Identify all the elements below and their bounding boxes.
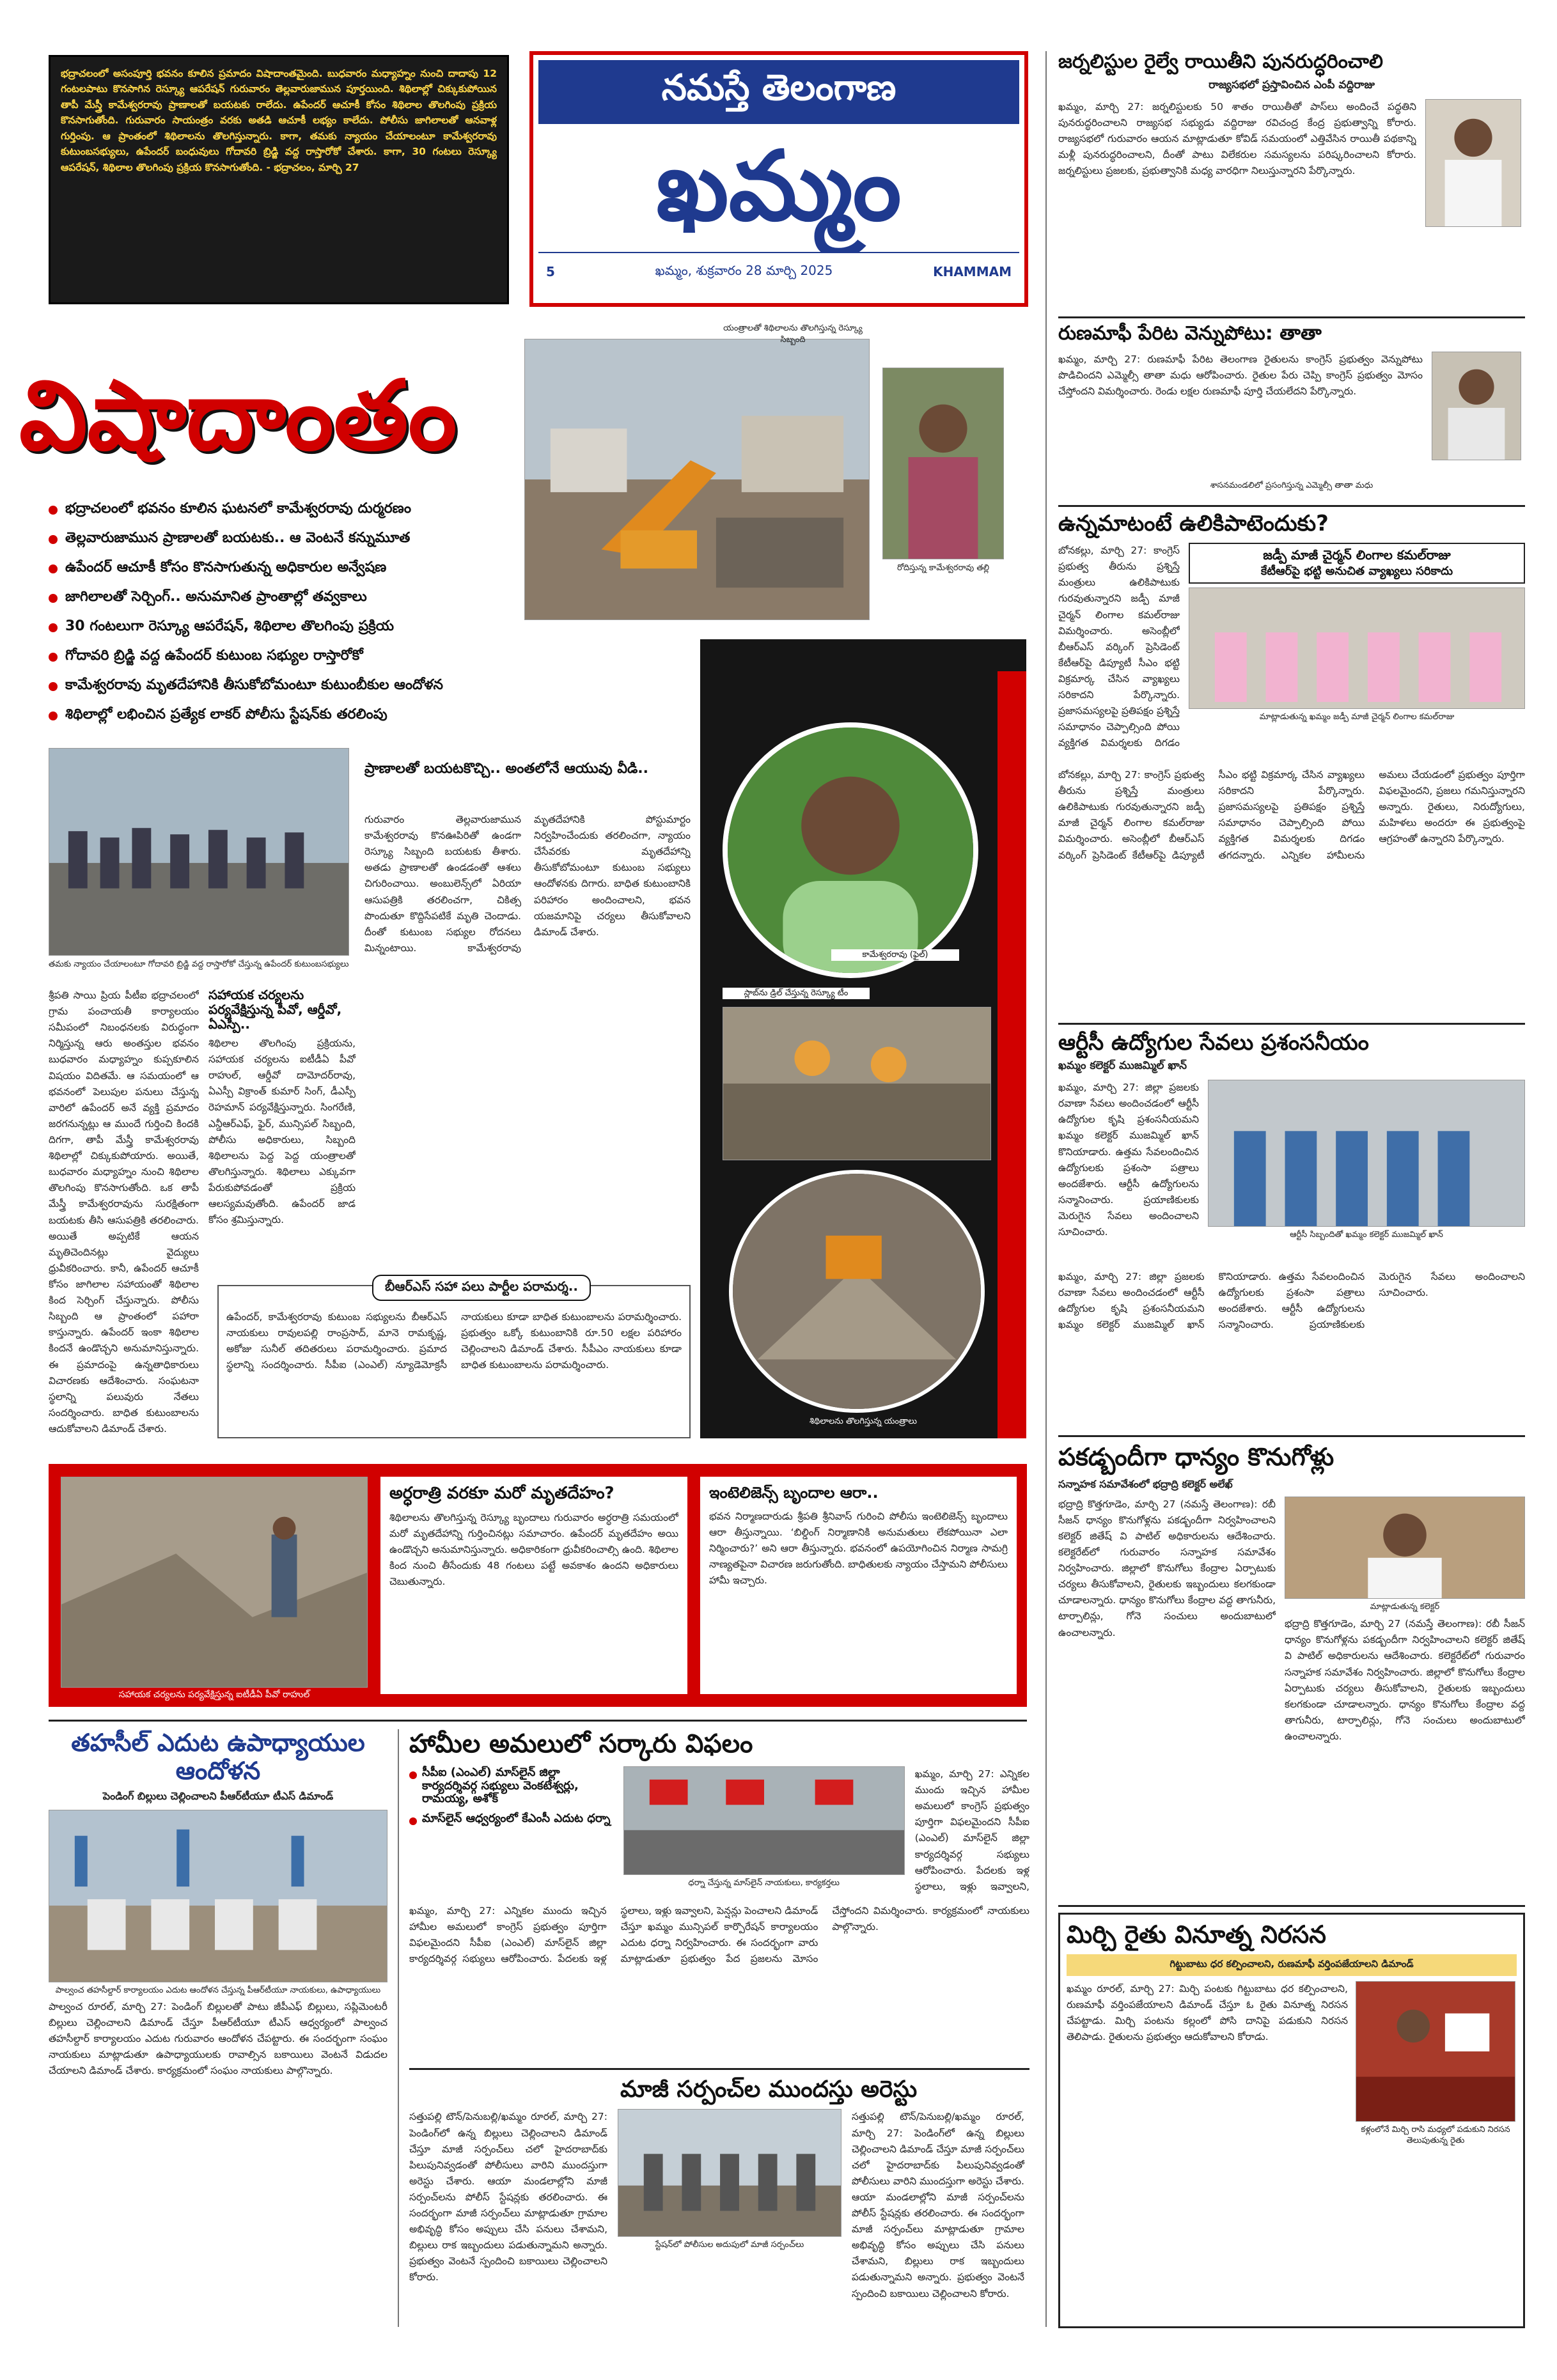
brs-headline: బీఆర్‌ఎస్ సహా పలు పార్టీల పరామర్శ..: [372, 1275, 591, 1301]
bullet-item: భద్రాచలంలో భవనం కూలిన ఘటనలో కామేశ్వరరావు దుర్మరణం: [49, 495, 535, 525]
right-divider: [1045, 51, 1047, 2327]
b1-text: పాల్వంచ రూరల్, మార్చి 27: పెండింగ్ బిల్లులతో పాటు జీపీఎఫ్ బిల్లులు, సప్లిమెంటరీ బిల్లులు చెల్లించాలని డిమాండ్ చేస్తూ పీఆర్‌టీయూ టీఎస్ ఆధ్వర్యంలో పాల్వంచ తహసీల్దార్ కార్యాలయం ఎదుట గురువారం ఆందోళన చేపట్టారు. ఈ సందర్భంగా సంఘం నాయకులు మాట్లాడుతూ ఉపాధ్యాయులకు రావాల్సిన బకాయిలు వెంటనే విడుదల చేయాలని డిమాండ్ చేశారు. కార్యక్రమంలో సంఘం నాయకులు పాల్గొన్నారు.: [49, 2000, 387, 2077]
b2-caption: ధర్నా చేస్తున్న మాస్‌లైన్ నాయకులు, కార్యకర్తలు: [688, 1878, 840, 1888]
a2-caption: శాసనమండలిలో ప్రసంగిస్తున్న ఎమ్మెల్సీ తాతా మధు: [1210, 480, 1373, 490]
a6-subhead-band: [1067, 1954, 1517, 1976]
rule-bottom: [49, 1720, 1027, 1722]
a3-box-title: జడ్పీ మాజీ చైర్మన్ లింగాల కమల్‌రాజు: [1263, 547, 1451, 563]
mid-text-1: శిథిలాలను తొలగిస్తున్న రెస్క్యూ బృందాలు గురువారం అర్ధరాత్రి సమయంలో మరో మృతదేహాన్ని గుర్తించినట్లు సమాచారం. ఉపేందర్ మృతదేహం అయి ఉండొచ్చని అనుమానిస్తున్నారు. అధికారికంగా ధ్రువీకరించాల్సి ఉంది. శిథిలాల కింద నుంచి తీసేందుకు 48 గంటలు పట్టే అవకాశం ఉందని అధికారులు చెబుతున్నారు.: [389, 1511, 678, 1588]
caption-mother: రోదిస్తున్న కామేశ్వరరావు తల్లి: [897, 563, 989, 573]
edition-en: KHAMMAM: [933, 264, 1012, 279]
brs-box: [217, 1279, 691, 1438]
intro-box: [49, 55, 509, 304]
a3-headline: ఉన్నమాటంటే ఉలికిపాటెందుకు?: [1058, 511, 1329, 536]
b2-text-side: ఖమ్మం, మార్చి 27: ఎన్నికల ముందు ఇచ్చిన హామీల అమలులో కాంగ్రెస్ ప్రభుత్వం పూర్తిగా విఫలమైందని సీపీఐ (ఎంఎల్) మాస్‌లైన్ జిల్లా కార్యదర్శివర్గ సభ్యులు ఆరోపించారు. పేదలకు ఇళ్ల స్థలాలు, ఇళ్లు ఇవ్వాలని,: [914, 1768, 1029, 1892]
b3-text: సత్తుపల్లి టౌన్/పెనుబల్లి/ఖమ్మం రూరల్, మార్చి 27: పెండింగ్‌లో ఉన్న బిల్లులు చెల్లించాలని డిమాండ్ చేస్తూ మాజీ సర్పంచ్‌లు చలో హైదరాబాద్‌కు పిలుపునివ్వడంతో పోలీసులు వారిని ముందస్తుగా అరెస్టు చేశారు. ఆయా మండలాల్లోని మాజీ సర్పంచ్‌లను పోలీస్ స్టేషన్లకు తరలించారు. ఈ సందర్భంగా మాజీ సర్పంచ్‌లు మాట్లాడుతూ గ్రామాల అభివృద్ధి కోసం అప్పులు చేసి పనులు చేశామని, బిల్లులు రాక ఇబ్బందులు పడుతున్నామని అన్నారు. ప్రభుత్వం వెంటనే స్పందించి బకాయిలు చెల్లించాలని కోరారు.: [409, 2111, 607, 2283]
article-journalists: [1058, 51, 1525, 284]
main-col3: గురువారం తెల్లవారుజామున కామేశ్వరరావు కొనఊపిరితో ఉండగా రెస్క్యూ సిబ్బంది బయటకు తీశారు. అతడు ప్రాణాలతో ఉండడంతో ఆశలు చిగురించాయి. అంబులెన్స్‌లో ఏరియా ఆసుపత్రికి తరలించగా, చికిత్స పొందుతూ కొద్దిసేపటికే మృతి చెందాడు. దీంతో కుటుంబ సభ్యుల రోదనలు మిన్నంటాయి. కామేశ్వరరావు మృతదేహానికి పోస్టుమార్టం నిర్వహించేందుకు తరలించగా, న్యాయం చేసేవరకు మృతదేహాన్ని తీసుకోబోమంటూ కుటుంబ సభ్యులు ఆందోళనకు దిగారు. బాధిత కుటుంబానికి పరిహారం అందించాలని, భవన యజమానిపై చర్యలు తీసుకోవాలని డిమాండ్ చేశారు.: [364, 814, 691, 954]
caption-machine: యంత్రాలతో శిథిలాలను తొలగిస్తున్న రెస్క్యూ సిబ్బంది: [723, 323, 863, 345]
edition-title: ఖమ్మం: [656, 130, 902, 242]
sub-head-1: [364, 761, 691, 777]
article-kamalraju: [1058, 511, 1525, 751]
a6-headline: మిర్చి రైతు వినూత్న నిరసన: [1067, 1920, 1326, 1948]
article-sarpanch: [409, 2076, 1029, 2320]
b1-subhead: పెండింగ్ బిల్లులు చెల్లించాలని పీఆర్‌టీయూ టీఎస్ డిమాండ్: [102, 1790, 334, 1803]
a2-text: ఖమ్మం, మార్చి 27: రుణమాఫీ పేరిట తెలంగాణ రైతులను కాంగ్రెస్ ప్రభుత్వం వెన్నుపోటు పొడిచిందని ఎమ్మెల్సీ తాతా మధు ఆరోపించారు. రైతుల పేరు చెప్పి కాంగ్రెస్ ప్రభుత్వం మోసం చేస్తోందని విమర్శించారు. రెండు లక్షల రుణమాఫీ పూర్తి చేయలేదని పేర్కొన్నారు.: [1058, 353, 1423, 397]
rule-5: [1058, 1905, 1525, 1907]
a3-box-sub: కేటీఆర్‌పై భట్టి అనుచిత వ్యాఖ్యలు సరికాదు: [1260, 564, 1453, 579]
b3-headline: మాజీ సర్పంచ్‌ల ముందస్తు అరెస్టు: [620, 2076, 918, 2103]
portrait-photo: [723, 722, 978, 978]
b2-photo: [623, 1766, 905, 1875]
headline-bullets: [49, 495, 535, 731]
b2-headline: హామీల అమలులో సర్కారు విఫలం: [409, 1729, 753, 1759]
a5-caption: మాట్లాడుతున్న కలెక్టర్: [1370, 1601, 1440, 1612]
dateline: ఖమ్మం, శుక్రవారం 28 మార్చి 2025: [655, 262, 833, 278]
a3-caption: మాట్లాడుతున్న ఖమ్మం జడ్పీ మాజీ చైర్మన్ లింగాల కమల్‌రాజు: [1259, 712, 1455, 722]
caption-debris: శిథిలాలను తొలగిస్తున్న యంత్రాలు: [810, 1417, 917, 1426]
caption-portrait: కామేశ్వరరావు (ఫైల్): [831, 949, 959, 961]
col2-headline: సహాయక చర్యలను పర్యవేక్షిస్తున్న పీవో, ఆర్డీవో, ఏఎస్పీ..: [208, 987, 342, 1032]
main-col1: శ్రీపతి సాయి ప్రియ పీటీఐ భద్రాచలంలో గ్రామ పంచాయతీ కార్యాలయం సమీపంలో నిబంధనలకు విరుద్ధంగా నిర్మిస్తున్న ఆరు అంతస్తుల భవనం బుధవారం మధ్యాహ్నం కుప్పకూలిన విషయం విదితమే. ఆ సమయంలో ఆ భవనంలో పెలుపుల పనులు చేస్తున్న వారిలో ఉపేందర్ అనే వ్యక్తి ప్రమాదం జరగనున్నట్లు ఆ ముందే గుర్తించి కిందకి దిగగా, తాపీ మేస్త్రీ కామేశ్వరరావు శిథిలాల్లో చిక్కుకుపోయారు. అయితే, బుధవారం మధ్యాహ్నం నుంచి శిథిలాల తొలగింపు కొనసాగుతోంది. ఒక తాపీ మేస్త్రీ కామేశ్వరరావును సురక్షితంగా బయటకు తీసి ఆసుపత్రికి తరలించారు. అయితే అప్పటికే ఆయన మృతిచెందినట్లు వైద్యులు ధ్రువీకరించారు. కానీ, ఉపేందర్ ఆచూకీ కోసం జాగిలాల సహాయంతో శిథిలాల కింద సెర్చింగ్ చేస్తున్నారు. పోలీసు సిబ్బంది ఆ ప్రాంతంలో పహారా కాస్తున్నారు. ఉపేందర్ ఇంకా శిథిలాల కిందనే ఉండొచ్చని అనుమానిస్తున్నారు. ఈ ప్రమాదంపై ఉన్నతాధికారులు విచారణకు ఆదేశించారు. సంఘటనా స్థలాన్ని పలువురు నేతలు సందర్శించారు. బాధిత కుటుంబాలను ఆదుకోవాలని డిమాండ్ చేశారు.: [49, 990, 199, 1435]
a5-text: భద్రాద్రి కొత్తగూడెం, మార్చి 27 (నమస్తే తెలంగాణ): రబీ సీజన్ ధాన్యం కొనుగోళ్లను పకడ్బందీగా నిర్వహించాలని కలెక్టర్ జితేష్ వి పాటిల్ అధికారులను ఆదేశించారు. కలెక్టరేట్‌లో గురువారం సన్నాహక సమావేశం నిర్వహించారు. జిల్లాలో కొనుగోలు కేంద్రాల ఏర్పాటుకు చర్యలు తీసుకోవాలని, రైతులకు ఇబ్బందులు కలగకుండా చూడాలన్నారు. ధాన్యం కొనుగోలు కేంద్రాల వద్ద తాగునీరు, టార్పాలిన్లు, గోనె సంచులు అందుబాటులో ఉంచాలన్నారు.: [1058, 1498, 1276, 1638]
a5-subhead: సన్నాహక సమావేశంలో భద్రాద్రి కలెక్టర్ అలేఖ్: [1058, 1477, 1233, 1490]
debris-photo: [729, 1170, 985, 1413]
a3-text-continued: బోనకల్లు, మార్చి 27: కాంగ్రెస్ ప్రభుత్వ తీరును ప్రశ్నిస్తే మంత్రులు ఉలికిపాటుకు గురవుతున్నారని జడ్పీ మాజీ చైర్మన్ లింగాల కమల్‌రాజు విమర్శించారు. అసెంబ్లీలో బీఆర్‌ఎస్ వర్కింగ్ ప్రెసిడెంట్ కేటీఆర్‌పై డిప్యూటీ సీఎం భట్టి విక్రమార్క చేసిన వ్యాఖ్యలు సరికాదని పేర్కొన్నారు. ప్రజాసమస్యలపై ప్రతిపక్షం ప్రశ్నిస్తే సమాధానం చెప్పాల్సింది పోయి వ్యక్తిగత విమర్శలకు దిగడం తగదన్నారు. ఎన్నికల హామీలను అమలు చేయడంలో ప్రభుత్వం పూర్తిగా విఫలమైందని, ప్రజలు గమనిస్తున్నారని అన్నారు. రైతులు, నిరుద్యోగులు, మహిళలు అందరూ ఈ ప్రభుత్వంపై ఆగ్రహంతో ఉన్నారని పేర్కొన్నారు.: [1058, 769, 1525, 861]
bullet-item: గోదావరి బ్రిడ్జి వద్ద ఉపేందర్ కుటుంబ సభ్యుల రాస్తారోకో: [49, 642, 535, 672]
bottom-divider-1: [398, 1729, 399, 2327]
a1-headline: జర్నలిస్టుల రైల్వే రాయితీని పునరుద్ధరించాలి: [1058, 51, 1383, 73]
a1-text: ఖమ్మం, మార్చి 27: జర్నలిస్టులకు 50 శాతం రాయితీతో పాస్‌లు అందించే పద్ధతిని పునరుద్ధరించాలని రాజ్యసభ సభ్యుడు వద్దిరాజు రవిచంద్ర కేంద్ర ప్రభుత్వాన్ని కోరారు. రాజ్యసభలో గురువారం ఆయన మాట్లాడుతూ కోవిడ్ సమయంలో ఎత్తివేసిన రాయితీ పథకాన్ని మళ్లీ పునరుద్ధరించాలని, దీంతో పాటు విలేకరుల సమస్యలను పరిష్కరించాలని కోరారు. జర్నలిస్టులు ప్రజలకు, ప్రభుత్వానికి మధ్య వారధిగా నిలుస్తున్నారని పేర్కొన్నారు.: [1058, 100, 1416, 176]
main-col2: శిథిలాల తొలగింపు ప్రక్రియను, సహాయక చర్యలను ఐటీడీఏ పీవో రాహుల్, ఆర్డీవో దామోదర్‌రావు, ఏఎస్పీ విక్రాంత్‌ కుమార్‌ సింగ్, డీఎస్పీ రెహమాన్‌ పర్యవేక్షిస్తున్నారు. సింగరేణి, ఎన్డీఆర్‌ఎఫ్, ఫైర్, మున్సిపల్ సిబ్బంది, పోలీసు అధికారులు, సిబ్బంది శిథిలాలను పెద్ద పెద్ద యంత్రాలతో తొలగిస్తున్నారు. శిథిలాలు ఎక్కువగా పేరుకుపోవడంతో ప్రక్రియ ఆలస్యమవుతోంది. ఉపేందర్ జాడ కోసం శ్రమిస్తున్నారు.: [208, 1038, 356, 1226]
rule-b3: [409, 2068, 1029, 2070]
mid-text-2: భవన నిర్మాణదారుడు శ్రీపతి శ్రీనివాస్ గురించి పోలీసు ఇంటెలిజెన్స్ బృందాలు ఆరా తీస్తున్నాయి. ‘బిల్డింగ్ నిర్మాణానికి అనుమతులు లేకపోయినా ఎలా నిర్మించారు?’ అని ఆరా తీస్తున్నారు. భవనంలో ఉపయోగించిన నిర్మాణ సామగ్రి నాణ్యతపైనా విచారణ జరుగుతోంది. బాధితులకు న్యాయం చేస్తామని పోలీసులు హామీ ఇచ్చారు.: [709, 1510, 1008, 1587]
dateline-bar: [538, 252, 1019, 290]
masthead-banner: [538, 60, 1019, 124]
a3-photo: [1189, 587, 1525, 709]
intro-text: భద్రాచలంలో అసంపూర్తి భవనం కూలిన ప్రమాదం విషాదాంతమైంది. బుధవారం మధ్యాహ్నం నుంచి దాదాపు 12 గంటలపాటు కొనసాగిన రెస్క్యూ ఆపరేషన్ గురువారం తెల్లవారుజామున పూర్తయింది. శిథిలాల్లో చిక్కుకుపోయిన తాపీ మేస్త్రీ కామేశ్వరరావు ప్రాణాలతో బయటకు రాలేదు. ఉపేందర్ ఆచూకీ కోసం శిథిలాల తొలగింపు ప్రక్రియ కొనసాగుతోంది. గురువారం సాయంత్రం వరకు అతడి ఆచూకీ లభ్యం కాలేదు. పోలీసు జాగిలాలతో ఆనవాళ్ల గుర్తింపు. ఆ ప్రాంతంలో శిథిలాలను తొలగిస్తున్నారు. కాగా, తమకు న్యాయం చేయాలంటూ కామేశ్వరరావు కుటుంబసభ్యులు, ఉపేందర్ బంధువులు గోదావరి బ్రిడ్జి వద్ద రాస్తారోకో చేశారు. కాగా, 30 గంటలు రెస్క్యూ ఆపరేషన్, శిథిలాల తొలగింపు ప్రక్రియ కొనసాగుతోంది. - భద్రాచలం, మార్చి 27: [61, 68, 497, 173]
a4-text-continued: ఖమ్మం, మార్చి 27: జిల్లా ప్రజలకు రవాణా సేవలు అందించడంలో ఆర్టీసీ ఉద్యోగుల కృషి ప్రశంసనీయమని ఖమ్మం కలెక్టర్ ముజమ్మిల్ ఖాన్ కొనియాడారు. ఉత్తమ సేవలందించిన ఉద్యోగులకు ప్రశంసా పత్రాలు అందజేశారు. ఆర్టీసీ ఉద్యోగులను సన్మానించారు. ప్రయాణికులకు మెరుగైన సేవలు అందించాలని సూచించారు.: [1058, 1271, 1525, 1331]
a5-text-side: భద్రాద్రి కొత్తగూడెం, మార్చి 27 (నమస్తే తెలంగాణ): రబీ సీజన్ ధాన్యం కొనుగోళ్లను పకడ్బందీగా నిర్వహించాలని కలెక్టర్ జితేష్ వి పాటిల్ అధికారులను ఆదేశించారు. కలెక్టరేట్‌లో గురువారం సన్నాహక సమావేశం నిర్వహించారు. జిల్లాలో కొనుగోలు కేంద్రాల ఏర్పాటుకు చర్యలు తీసుకోవాలని, రైతులకు ఇబ్బందులు కలగకుండా చూడాలన్నారు. ధాన్యం కొనుగోలు కేంద్రాల వద్ద తాగునీరు, టార్పాలిన్లు, గోనె సంచులు అందుబాటులో ఉంచాలన్నారు.: [1285, 1618, 1525, 1742]
bullet-item: కామేశ్వరరావు మృతదేహానికి తీసుకోబోమంటూ కుటుంబీకుల ఆందోళన: [49, 672, 535, 701]
a1-subhead: రాజ్యసభలో ప్రస్తావించిన ఎంపీ వద్దిరాజు: [1209, 78, 1375, 91]
a4-text: ఖమ్మం, మార్చి 27: జిల్లా ప్రజలకు రవాణా సేవలు అందించడంలో ఆర్టీసీ ఉద్యోగుల కృషి ప్రశంసనీయమని ఖమ్మం కలెక్టర్ ముజమ్మిల్ ఖాన్ కొనియాడారు. ఉత్తమ సేవలందించిన ఉద్యోగులకు ప్రశంసా పత్రాలు అందజేశారు. ఆర్టీసీ ఉద్యోగులను సన్మానించారు. ప్రయాణికులకు మెరుగైన సేవలు అందించాలని సూచించారు.: [1058, 1082, 1199, 1238]
a5-headline: పకడ్బందీగా ధాన్యం కొనుగోళ్లు: [1058, 1443, 1334, 1471]
a3-box: [1189, 543, 1525, 584]
page-number: 5: [546, 264, 555, 279]
b2-text: ఖమ్మం, మార్చి 27: ఎన్నికల ముందు ఇచ్చిన హామీల అమలులో కాంగ్రెస్ ప్రభుత్వం పూర్తిగా విఫలమైందని సీపీఐ (ఎంఎల్) మాస్‌లైన్ జిల్లా కార్యదర్శివర్గ సభ్యులు ఆరోపించారు. పేదలకు ఇళ్ల స్థలాలు, ఇళ్లు ఇవ్వాలని, పెన్షన్లు పెంచాలని డిమాండ్ చేస్తూ ఖమ్మం మున్సిపల్ కార్పొరేషన్ కార్యాలయం ఎదుట ధర్నా నిర్వహించారు. ఈ సందర్భంగా వారు మాట్లాడుతూ ప్రభుత్వం పేద ప్రజలను మోసం చేస్తోందని విమర్శించారు. కార్యక్రమంలో నాయకులు పాల్గొన్నారు.: [409, 1905, 1029, 1965]
b3-photo: [618, 2109, 841, 2237]
a4-headline: ఆర్టీసీ ఉద్యోగుల సేవలు ప్రశంసనీయం: [1058, 1030, 1369, 1055]
col2-head: [208, 988, 356, 1032]
bullet-item: తెల్లవారుజామున ప్రాణాలతో బయటకు.. ఆ వెంటనే కన్నుమూత: [49, 525, 535, 554]
a4-subhead: ఖమ్మం కలెక్టర్ ముజమ్మిల్ ఖాన్: [1058, 1059, 1187, 1073]
article-grain: [1058, 1443, 1525, 1829]
mother-photo: [882, 368, 1004, 559]
rule-2: [1058, 505, 1525, 507]
masthead: [529, 51, 1028, 307]
a1-photo: [1425, 99, 1521, 227]
drill-photo: [723, 1007, 991, 1160]
b3-text-side: సత్తుపల్లి టౌన్/పెనుబల్లి/ఖమ్మం రూరల్, మార్చి 27: పెండింగ్‌లో ఉన్న బిల్లులు చెల్లించాలని డిమాండ్ చేస్తూ మాజీ సర్పంచ్‌లు చలో హైదరాబాద్‌కు పిలుపునివ్వడంతో పోలీసులు వారిని ముందస్తుగా అరెస్టు చేశారు. ఆయా మండలాల్లోని మాజీ సర్పంచ్‌లను పోలీస్ స్టేషన్లకు తరలించారు. ఈ సందర్భంగా మాజీ సర్పంచ్‌లు మాట్లాడుతూ గ్రామాల అభివృద్ధి కోసం అప్పులు చేసి పనులు చేశామని, బిల్లులు రాక ఇబ్బందులు పడుతున్నామని అన్నారు. ప్రభుత్వం వెంటనే స్పందించి బకాయిలు చెల్లించాలని కోరారు.: [852, 2111, 1024, 2299]
sub-headline-1: ప్రాణాలతో బయటకొచ్చి.. అంతలోనే ఆయువు వీడి..: [364, 761, 648, 777]
brs-text: ఉపేందర్, కామేశ్వరరావు కుటుంబ సభ్యులను బీఆర్‌ఎస్ నాయకులు రావులపల్లి రాంప్రసాద్, మానె రామకృష్ణ, అకోజు సునీల్ తదితరులు పరామర్శించారు. ప్రమాద స్థలాన్ని సందర్శించారు. సీపీఐ (ఎంఎల్) న్యూడెమోక్రసీ నాయకులు కూడా బాధిత కుటుంబాలను పరామర్శించారు. ప్రభుత్వం ఒక్కో కుటుంబానికి రూ.50 లక్షల పరిహారం చెల్లించాలని డిమాండ్ చేశారు. సీపీఎం నాయకులు కూడా బాధిత కుటుంబాలను పరామర్శించారు.: [226, 1311, 682, 1371]
a6-photo: [1356, 1981, 1515, 2122]
bullet-item: జాగిలాలతో సెర్చింగ్.. అనుమానిత ప్రాంతాల్లో తవ్వకాలు: [49, 584, 535, 613]
article-chilli: [1058, 1913, 1525, 2328]
rule-4: [1058, 1435, 1525, 1437]
rule-3: [1058, 1023, 1525, 1025]
article-massline: [409, 1729, 1029, 2057]
a3-text: బోనకల్లు, మార్చి 27: కాంగ్రెస్ ప్రభుత్వ తీరును ప్రశ్నిస్తే మంత్రులు ఉలికిపాటుకు గురవుతున్నారని జడ్పీ మాజీ చైర్మన్ లింగాల కమల్‌రాజు విమర్శించారు. అసెంబ్లీలో బీఆర్‌ఎస్ వర్కింగ్ ప్రెసిడెంట్ కేటీఆర్‌పై డిప్యూటీ సీఎం భట్టి విక్రమార్క చేసిన వ్యాఖ్యలు సరికాదని పేర్కొన్నారు. ప్రజాసమస్యలపై ప్రతిపక్షం ప్రశ్నిస్తే సమాధానం చెప్పాల్సింది పోయి వ్యక్తిగత విమర్శలకు దిగడం: [1058, 545, 1180, 749]
protest-photo: [49, 748, 349, 956]
b2-bullet-2: మాస్‌లైన్ ఆధ్వర్యంలో కేఎంసీ ఎదుట ధర్నా: [409, 1812, 613, 1826]
masthead-title: నమస్తే తెలంగాణ: [661, 66, 896, 109]
article-rtc: [1058, 1031, 1525, 1272]
a2-photo: [1432, 352, 1521, 460]
excavator-photo: [524, 339, 870, 620]
a2-headline: రుణమాఫీ పేరిట వెన్నుపోటు: తాతా: [1058, 322, 1322, 345]
article-loan-waiver: [1058, 323, 1525, 491]
a6-caption: కళ్లంలోనే మిర్చి రాసి మధ్యలో పడుకుని నిరసన తెలుపుతున్న రైతు: [1361, 2124, 1510, 2146]
rahul-photo: [61, 1477, 368, 1688]
a6-text: ఖమ్మం రూరల్, మార్చి 27: మిర్చి పంటకు గిట్టుబాటు ధర కల్పించాలని, రుణమాఫీ వర్తింపజేయాలని డిమాండ్ చేస్తూ ఓ రైతు వినూత్న నిరసన చేపట్టాడు. మిర్చి పంటను కల్లంలో పోసి దానిపై పడుకుని నిరసన తెలిపాడు. రైతులను ప్రభుత్వం ఆదుకోవాలని కోరాడు.: [1067, 1982, 1348, 2043]
mid-article-1: [380, 1477, 687, 1694]
caption-drill: స్లాబ్‌ను డ్రిల్ చేస్తున్న రెస్క్యూ టీం: [723, 988, 870, 999]
article-teachers: [49, 1729, 387, 2293]
bullet-item: 30 గంటలుగా రెస్క్యూ ఆపరేషన్, శిథిలాల తొలగింపు ప్రక్రియ: [49, 613, 535, 642]
rule-1: [1058, 316, 1525, 318]
mid-article-2: [700, 1477, 1017, 1694]
mid-headline-1: అర్ధరాత్రి వరకూ మరో మృతదేహం?: [389, 1484, 614, 1503]
mid-headline-2: ఇంటెలిజెన్స్ బృందాల ఆరా..: [709, 1484, 879, 1502]
a4-caption: ఆర్టీసీ సిబ్బందితో ఖమ్మం కలెక్టర్ ముజమ్మిల్ ఖాన్: [1290, 1230, 1443, 1240]
a4-photo: [1208, 1080, 1525, 1227]
b1-caption: పాల్వంచ తహసీల్దార్ కార్యాలయం ఎదుట ఆందోళన చేస్తున్న పీఆర్‌టీయూ నాయకులు, ఉపాధ్యాయులు: [55, 1986, 381, 1996]
bullet-item: ఉపేందర్ ఆచూకీ కోసం కొనసాగుతున్న అధికారుల అన్వేషణ: [49, 554, 535, 584]
a6-subhead: గిట్టుబాటు ధర కల్పించాలని, రుణమాఫీ వర్తింపజేయాలని డిమాండ్: [1170, 1957, 1414, 1970]
bullet-item: శిథిలాల్లో లభించిన ప్రత్యేక లాకర్ పోలీసు స్టేషన్‌కు తరలింపు: [49, 701, 535, 731]
caption-protest: తమకు న్యాయం చేయాలంటూ గోదావరి బ్రిడ్జి వద్ద రాస్తారోకో చేస్తున్న ఉపేందర్ కుటుంబసభ్యులు: [49, 960, 349, 969]
b1-headline: తహసీల్ ఎదుట ఉపాధ్యాయుల ఆందోళన: [71, 1729, 365, 1785]
caption-rahul: సహాయక చర్యలను పర్యవేక్షిస్తున్న ఐటీడీఏ పీవో రాహుల్: [118, 1690, 310, 1700]
b1-photo: [49, 1810, 387, 1982]
b3-caption: స్టేషన్‌లో పోలీసుల అదుపులో మాజీ సర్పంచ్‌లు: [655, 2240, 804, 2250]
main-headline: విషాదాంతం: [19, 359, 457, 472]
red-strip: [998, 671, 1026, 1438]
b2-bullet-1: సీపీఐ (ఎంఎల్) మాస్‌లైన్ జిల్లా కార్యదర్శివర్గ సభ్యులు వెంకటేశ్వర్లు, రామయ్య, అశోక్: [409, 1766, 613, 1806]
a5-photo: [1285, 1497, 1525, 1599]
